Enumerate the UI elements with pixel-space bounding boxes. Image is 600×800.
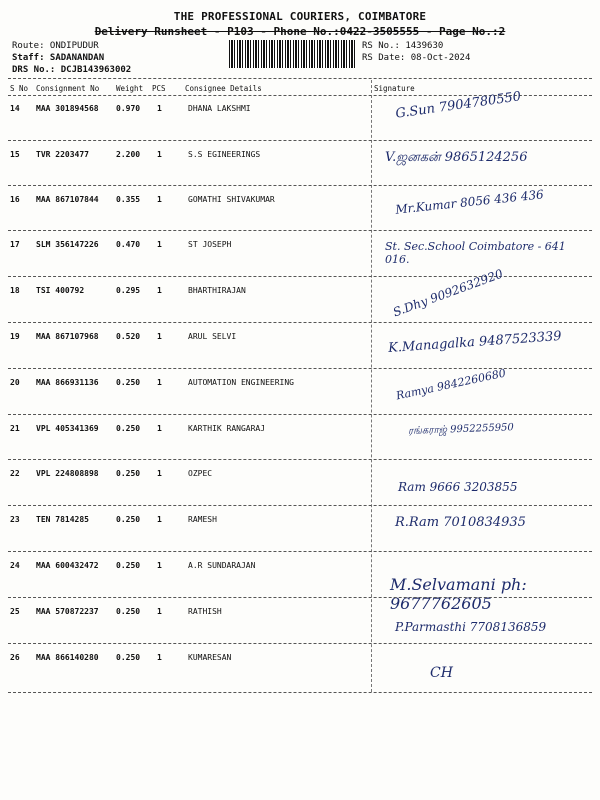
col-sno: S No — [10, 84, 29, 93]
row-weight: 0.250 — [116, 561, 141, 570]
row-weight: 0.250 — [116, 469, 141, 478]
row-sno: 20 — [10, 378, 20, 387]
row-consignment: MAA 301894568 — [36, 104, 99, 113]
row-consignee: KARTHIK RANGARAJ — [188, 424, 266, 433]
row-signature: CH — [430, 665, 453, 681]
row-divider — [8, 185, 592, 186]
row-weight: 0.250 — [116, 653, 141, 662]
row-weight: 0.295 — [116, 286, 141, 295]
row-divider — [8, 551, 592, 552]
row-pcs: 1 — [157, 515, 162, 524]
row-sno: 14 — [10, 104, 20, 113]
row-pcs: 1 — [157, 332, 162, 341]
row-consignee: RATHISH — [188, 607, 222, 616]
row-signature: ரங்கராஜ் 9952255950 — [407, 422, 515, 437]
row-sno: 26 — [10, 653, 20, 662]
row-signature: G.Sun 7904780550 — [394, 89, 522, 122]
row-consignment: TEN 7814285 — [36, 515, 89, 524]
row-pcs: 1 — [157, 424, 162, 433]
row-consignment: MAA 866931136 — [36, 378, 99, 387]
row-consignee: BHARTHIRAJAN — [188, 286, 246, 295]
row-weight: 0.250 — [116, 607, 141, 616]
row-consignment: TSI 400792 — [36, 286, 85, 295]
rs-number: RS No.: 1439630 — [362, 41, 444, 51]
barcode — [229, 40, 356, 68]
row-weight: 0.970 — [116, 104, 141, 113]
row-signature: M.Selvamani ph: 9677762605 — [390, 575, 527, 613]
row-consignment: SLM 356147226 — [36, 240, 99, 249]
row-consignee: AUTOMATION ENGINEERING — [188, 378, 294, 387]
row-weight: 2.200 — [116, 150, 141, 159]
footer-divider — [8, 692, 592, 693]
row-sno: 17 — [10, 240, 20, 249]
signature-column-divider — [371, 80, 372, 692]
row-weight: 0.250 — [116, 378, 141, 387]
rs-date: RS Date: 08-Oct-2024 — [362, 53, 471, 63]
row-weight: 0.470 — [116, 240, 141, 249]
row-divider — [8, 414, 592, 415]
row-sno: 19 — [10, 332, 20, 341]
row-weight: 0.250 — [116, 424, 141, 433]
row-signature: S.Dhy 9092632920 — [391, 266, 505, 320]
row-sno: 24 — [10, 561, 20, 570]
route-label: Route: ONDIPUDUR — [12, 41, 99, 51]
header-left-block — [12, 40, 131, 76]
row-pcs: 1 — [157, 607, 162, 616]
col-weight: Weight — [116, 84, 144, 93]
row-signature: R.Ram 7010834935 — [395, 515, 526, 530]
document-title: THE PROFESSIONAL COURIERS, COIMBATORE — [173, 10, 427, 23]
row-divider — [8, 643, 592, 644]
row-pcs: 1 — [157, 653, 162, 662]
row-pcs: 1 — [157, 240, 162, 249]
row-pcs: 1 — [157, 378, 162, 387]
row-consignment: VPL 224808898 — [36, 469, 99, 478]
row-sno: 25 — [10, 607, 20, 616]
row-signature: K.Managalka 9487523339 — [387, 328, 563, 357]
row-sno: 22 — [10, 469, 20, 478]
document-subtitle: Delivery Runsheet - P103 - Phone No.:0422-3505555 - Page No.:2 — [94, 25, 506, 38]
row-consignee: ST JOSEPH — [188, 240, 232, 249]
row-pcs: 1 — [157, 150, 162, 159]
row-divider — [8, 459, 592, 460]
row-signature: P.Parmasthi 7708136859 — [395, 620, 547, 634]
col-pcs: PCS — [152, 84, 166, 93]
row-sno: 15 — [10, 150, 20, 159]
col-signature: Signature — [374, 84, 415, 93]
row-consignment: MAA 867107968 — [36, 332, 99, 341]
row-pcs: 1 — [157, 469, 162, 478]
row-signature: Mr.Kumar 8056 436 436 — [394, 187, 545, 217]
row-consignee: ARUL SELVI — [188, 332, 237, 341]
row-pcs: 1 — [157, 286, 162, 295]
row-pcs: 1 — [157, 104, 162, 113]
row-divider — [8, 230, 592, 231]
row-consignment: MAA 570872237 — [36, 607, 99, 616]
row-pcs: 1 — [157, 195, 162, 204]
header-divider — [8, 78, 592, 79]
row-consignment: VPL 405341369 — [36, 424, 99, 433]
row-consignee: OZPEC — [188, 469, 213, 478]
row-signature: Ram 9666 3203855 — [398, 480, 518, 494]
row-divider — [8, 505, 592, 506]
col-consignee: Consignee Details — [185, 84, 262, 93]
row-signature: St. Sec.School Coimbatore - 641 016. — [385, 240, 566, 266]
header-right-block — [362, 40, 470, 64]
row-weight: 0.520 — [116, 332, 141, 341]
row-pcs: 1 — [157, 561, 162, 570]
row-consignee: S.S EGINEERINGS — [188, 150, 261, 159]
row-signature: Ramya 9842260680 — [394, 366, 507, 403]
staff-label: Staff: SADANANDAN — [12, 53, 105, 63]
drs-number: DRS No.: DCJB143963002 — [12, 65, 132, 75]
row-weight: 0.355 — [116, 195, 141, 204]
row-weight: 0.250 — [116, 515, 141, 524]
row-sno: 16 — [10, 195, 20, 204]
row-divider — [8, 597, 592, 598]
row-sno: 23 — [10, 515, 20, 524]
row-consignee: A.R SUNDARAJAN — [188, 561, 256, 570]
row-consignment: MAA 867107844 — [36, 195, 99, 204]
row-signature: V.ஜனகன் 9865124256 — [385, 150, 528, 165]
row-sno: 18 — [10, 286, 20, 295]
row-consignee: KUMARESAN — [188, 653, 232, 662]
row-consignee: RAMESH — [188, 515, 217, 524]
row-consignment: TVR 2203477 — [36, 150, 89, 159]
row-consignment: MAA 600432472 — [36, 561, 99, 570]
row-divider — [8, 140, 592, 141]
row-sno: 21 — [10, 424, 20, 433]
row-consignee: DHANA LAKSHMI — [188, 104, 251, 113]
row-divider — [8, 276, 592, 277]
row-divider — [8, 322, 592, 323]
row-consignee: GOMATHI SHIVAKUMAR — [188, 195, 275, 204]
col-consignment: Consignment No — [36, 84, 100, 93]
row-consignment: MAA 866140280 — [36, 653, 99, 662]
